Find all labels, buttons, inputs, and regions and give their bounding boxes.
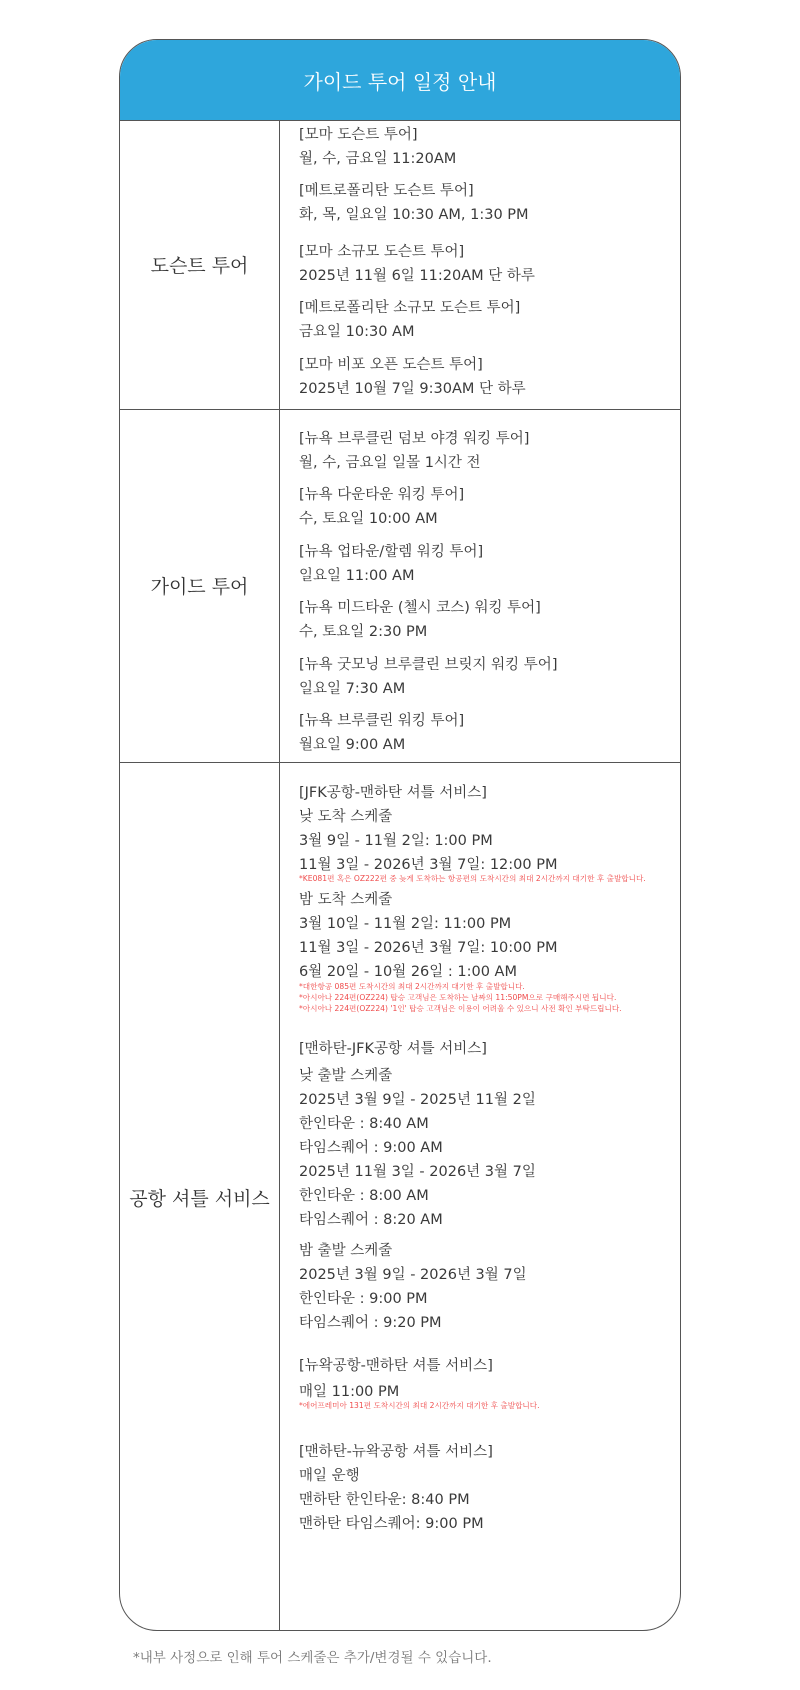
notice-text: *아시아나 224편(OZ224) '1인' 탑승 고객님은 이용이 어려울 수 있으니 사전 확인 부탁드립니다. — [299, 1004, 622, 1013]
schedule-line: 타임스퀘어 : 9:00 AM — [299, 1140, 443, 1156]
notice-text: *KE081편 혹은 OZ222편 중 늦게 도착하는 항공편의 도착시간의 최대 2시간까지 대기한 후 출발합니다. — [299, 874, 646, 883]
notice-text: *에어프레미아 131편 도착시간의 최대 2시간까지 대기한 후 출발합니다. — [299, 1401, 540, 1410]
table-title: 가이드 투어 일정 안내 — [303, 69, 497, 94]
category-guide-tour: 가이드 투어 — [150, 576, 249, 598]
notice-text: *대한항공 085편 도착시간의 최대 2시간까지 대기한 후 출발합니다. — [299, 982, 525, 991]
schedule-line: [맨하탄-뉴왁공항 셔틀 서비스] — [299, 1444, 493, 1460]
schedule-line: 매일 운행 — [299, 1468, 360, 1484]
schedule-line: 11월 3일 - 2026년 3월 7일: 12:00 PM — [299, 857, 558, 873]
notice-text: *아시아나 224편(OZ224) 탑승 고객님은 도착하는 날짜의 11:50PM으로 구매해주시면 됩니다. — [299, 993, 617, 1002]
schedule-line: 월요일 9:00 AM — [299, 737, 406, 753]
schedule-line: 3월 9일 - 11월 2일: 1:00 PM — [299, 833, 493, 849]
schedule-line: 낮 도착 스케줄 — [299, 809, 393, 825]
schedule-line: 화, 목, 일요일 10:30 AM, 1:30 PM — [299, 207, 529, 223]
schedule-line: 2025년 11월 6일 11:20AM 단 하루 — [299, 268, 535, 284]
schedule-line: [모마 소규모 도슨트 투어] — [299, 244, 465, 260]
schedule-line: 수, 토요일 10:00 AM — [299, 511, 438, 527]
schedule-line: [뉴욕 브루클린 덤보 야경 워킹 투어] — [299, 431, 530, 447]
schedule-line: 2025년 10월 7일 9:30AM 단 하루 — [299, 381, 526, 397]
schedule-line: 매일 11:00 PM — [299, 1384, 400, 1400]
schedule-line: 수, 토요일 2:30 PM — [299, 624, 428, 640]
schedule-line: [뉴욕 굿모닝 브루클린 브릿지 워킹 투어] — [299, 657, 558, 673]
tour-schedule-table — [119, 39, 681, 1631]
schedule-line: 타임스퀘어 : 9:20 PM — [299, 1315, 442, 1331]
schedule-line: 밤 출발 스케줄 — [299, 1243, 393, 1259]
schedule-line: [뉴욕 브루클린 워킹 투어] — [299, 713, 465, 729]
schedule-line: 3월 10일 - 11월 2일: 11:00 PM — [299, 916, 512, 932]
category-airport-shuttle: 공항 셔틀 서비스 — [129, 1187, 270, 1210]
schedule-line: 타임스퀘어 : 8:20 AM — [299, 1212, 443, 1228]
schedule-line: 한인타운 : 9:00 PM — [299, 1291, 428, 1307]
schedule-line: 일요일 11:00 AM — [299, 568, 415, 584]
schedule-line: 월, 수, 금요일 일몰 1시간 전 — [299, 455, 481, 471]
schedule-line: 6월 20일 - 10월 26일 : 1:00 AM — [299, 964, 517, 980]
schedule-line: [메트로폴리탄 소규모 도슨트 투어] — [299, 300, 521, 316]
schedule-line: 맨하탄 한인타운: 8:40 PM — [299, 1492, 470, 1508]
schedule-line: [JFK공항-맨하탄 셔틀 서비스] — [299, 785, 487, 801]
footer-notice: *내부 사정으로 인해 투어 스케줄은 추가/변경될 수 있습니다. — [133, 1650, 492, 1666]
schedule-line: 금요일 10:30 AM — [299, 324, 415, 340]
schedule-line: 2025년 3월 9일 - 2026년 3월 7일 — [299, 1267, 527, 1283]
category-docent-tour: 도슨트 투어 — [150, 255, 249, 277]
schedule-line: 한인타운 : 8:40 AM — [299, 1116, 429, 1132]
schedule-line: 2025년 11월 3일 - 2026년 3월 7일 — [299, 1164, 536, 1180]
schedule-line: [뉴욕 업타운/할렘 워킹 투어] — [299, 544, 484, 560]
schedule-line: [뉴욕 다운타운 워킹 투어] — [299, 487, 465, 503]
schedule-line: 한인타운 : 8:00 AM — [299, 1188, 429, 1204]
table-header — [120, 40, 680, 121]
schedule-line: 2025년 3월 9일 - 2025년 11월 2일 — [299, 1092, 536, 1108]
schedule-line: [뉴욕 미드타운 (첼시 코스) 워킹 투어] — [299, 600, 541, 616]
schedule-line: [메트로폴리탄 도슨트 투어] — [299, 183, 474, 199]
column-divider — [279, 120, 280, 1630]
schedule-line: 월, 수, 금요일 11:20AM — [299, 151, 457, 167]
schedule-line: [모마 비포 오픈 도슨트 투어] — [299, 357, 483, 373]
schedule-line: 일요일 7:30 AM — [299, 681, 406, 697]
schedule-line: [모마 도슨트 투어] — [299, 127, 418, 143]
schedule-line: 낮 출발 스케줄 — [299, 1068, 393, 1084]
schedule-line: [뉴왁공항-맨하탄 셔틀 서비스] — [299, 1358, 493, 1374]
schedule-line: 밤 도착 스케줄 — [299, 892, 393, 908]
schedule-line: 맨하탄 타임스퀘어: 9:00 PM — [299, 1516, 484, 1532]
schedule-line: 11월 3일 - 2026년 3월 7일: 10:00 PM — [299, 940, 558, 956]
schedule-line: [맨하탄-JFK공항 셔틀 서비스] — [299, 1041, 487, 1057]
